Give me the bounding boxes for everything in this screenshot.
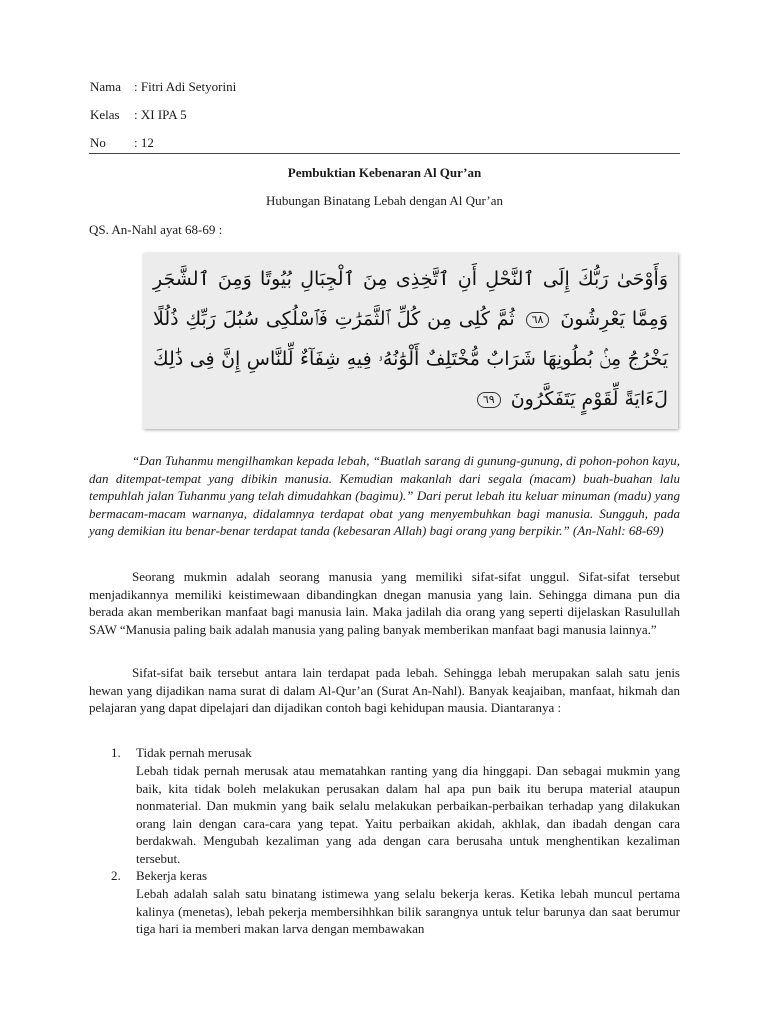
- header-divider: [89, 153, 680, 154]
- translation-paragraph: “Dan Tuhanmu mengilhamkan kepada lebah, “Buatlah sarang di gunung-gunung, di pohon-pohon kayu, dan ditempat-tempat yang dibikin manusia. Kemudian makanlah dari segala (macam) buah-buahan lalu tempuhlah jalan Tuhanmu yang telah dimudahkan (bagimu).” Dari perut lebah itu keluar minuman (madu) yang bermacam-macam warnanya, didalamnya terdapat obat yang menyembuhkan bagi manusia. Sungguh, pada yang demikian itu benar-benar terdapat tanda (kebesaran Allah) bagi orang yang berpikir.” (An-Nahl: 68-69): [89, 453, 680, 539]
- class-value: : XI IPA 5: [134, 107, 187, 122]
- verse-reference: QS. An-Nahl ayat 68-69 :: [89, 222, 223, 237]
- arabic-line-1: وَأَوْحَىٰ رَبُّكَ إِلَى ٱلنَّحْلِ أَنِ ٱتَّخِذِى مِنَ ٱلْجِبَالِ بُيُوتًا وَمِنَ: [217, 268, 669, 290]
- ayah-marker-68: ٦٨: [526, 312, 550, 328]
- name-label: Nama: [90, 79, 122, 94]
- header-no-row: [90, 135, 154, 151]
- ayah-marker-69: ٦٩: [477, 392, 501, 408]
- no-label: No: [90, 135, 106, 150]
- list-item-body: Lebah tidak pernah merusak atau mematahkan ranting yang dia hinggapi. Dan sebagai mukmin yang baik, kita tidak boleh melakukan perusakan dalam hal apa pun baik itu berupa material ataupun nonmaterial. Dan mukmin yang baik selalu melakukan perbaikan-perbaikan terhadap yang dilakukan orang lain dengan cara-cara yang tepat. Yaitu perbaikan akidah, akhlak, dan ibadah dengan cara berdakwah. Mengubah kezaliman yang ada dengan cara berusaha untuk menghentikan kezaliman tersebut.: [136, 763, 680, 866]
- list-item-title: Tidak pernah merusak: [136, 745, 252, 760]
- list-item-body: Lebah adalah salah satu binatang istimewa yang selalu bekerja keras. Ketika lebah muncul pertama kalinya (menetas), lebah pekerja membersihhkan bilik sarangnya untuk telur barunya dan saat berumur tiga hari ia memberi makan larva dengan membawakan: [136, 886, 680, 937]
- body-paragraph-2: Sifat-sifat baik tersebut antara lain terdapat pada lebah. Sehingga lebah merupakan salah satu jenis hewan yang dijadikan nama surat di dalam Al-Qur’an (Surat An-Nahl). Banyak keajaiban, manfaat, hikmah dan pelajaran yang dapat dipelajari dan dijadikan contoh bagi kehidupan mausia. Diantaranya :: [89, 665, 680, 716]
- no-value: : 12: [134, 135, 154, 150]
- page-title: Pembuktian Kebenaran Al Qur’an: [287, 165, 482, 180]
- arabic-verse-text: [153, 259, 668, 419]
- characteristics-list: [89, 744, 680, 937]
- arabic-line-2b: ثُمَّ كُلِى مِن كُلِّ ٱلثَّمَرَٰتِ فَٱسْلُكِى سُبُلَ رَبِّكِ: [185, 308, 515, 330]
- arabic-verse-image: [143, 253, 678, 429]
- name-value: : Fitri Adi Setyorini: [134, 79, 237, 94]
- arabic-line-2: ٱلشَّجَرِ وَمِمَّا يَعْرِشُونَ: [153, 268, 668, 330]
- arabic-line-3: ذُلُلًا يَخْرُجُ مِنۢ بُطُونِهَا شَرَابٌ مُّخْتَلِفٌ أَلْوَٰنُهُۥ فِيهِ شِفَآءٌ لِّلنَّاسِ إِنَّ: [153, 308, 668, 370]
- header-name-row: [90, 79, 236, 95]
- class-label: Kelas: [90, 107, 120, 122]
- page-subtitle: Hubungan Binatang Lebah dengan Al Qur’an: [266, 193, 503, 208]
- list-item-number: 1.: [111, 745, 121, 760]
- body-paragraph-1: Seorang mukmin adalah seorang manusia yang memiliki sifat-sifat unggul. Sifat-sifat tersebut menjadikannya memiliki keistimewaan dibandingkan dnegan manusia yang lain. Sehingga dimana pun dia berada akan memberikan manfaat bagi manusia lain. Maka jadilah dia orang yang seperti dijelaskan Rasulullah SAW “Manusia paling baik adalah manusia yang paling banyak memberikan manfaat bagi manusia lainnya.”: [89, 569, 680, 637]
- header-class-row: [90, 107, 187, 123]
- list-item-title: Bekerja keras: [136, 868, 208, 883]
- arabic-line-4: فِى ذَٰلِكَ لَءَايَةً لِّقَوْمٍ يَتَفَكَّرُونَ: [153, 348, 668, 410]
- list-item-number: 2.: [111, 868, 121, 883]
